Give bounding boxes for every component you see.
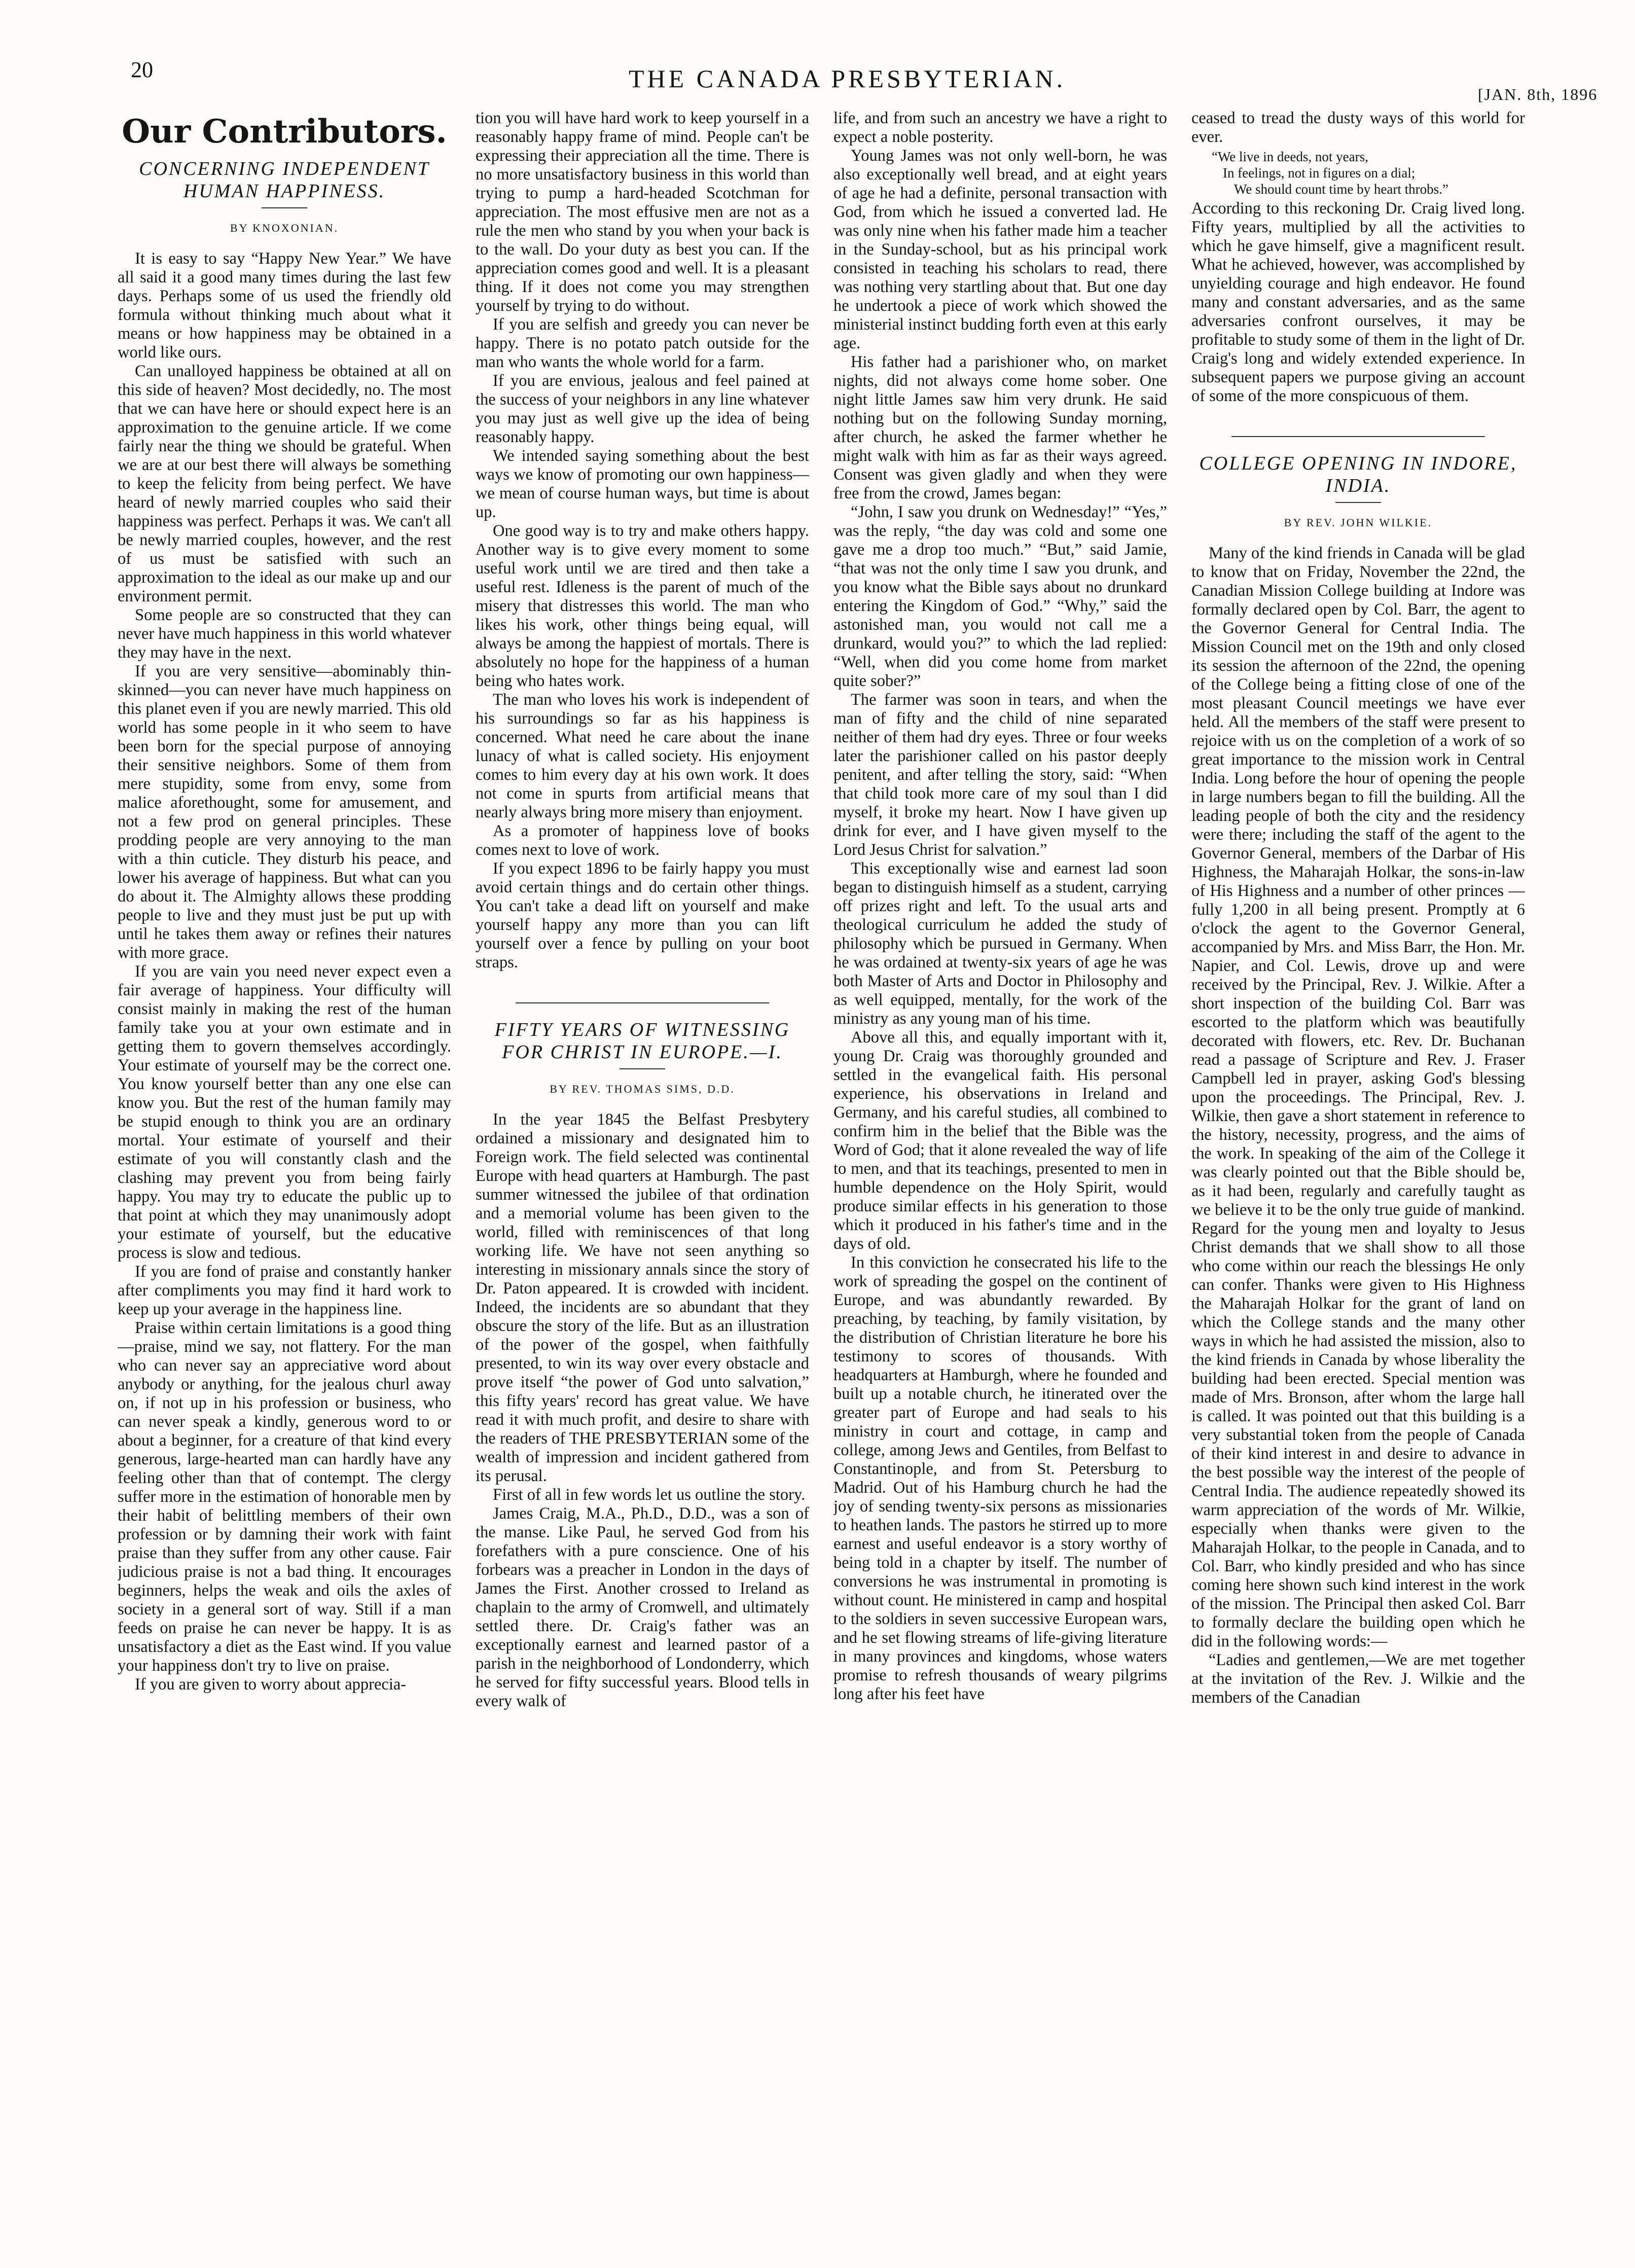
paragraph: Many of the kind friends in Canada will be glad to know that on Friday, November the 22nd, the Canadian Mission College building at Indore was formally declared open by Col. Barr, the agent to the Governor General for Central India. The Mission Council met on the 19th and only closed its session the afternoon of the 22nd, the opening of the College being a fitting close of one of the most pleasant Council meetings we have ever held. All the members of the staff were present to rejoice with us on the completion of a work of so great importance to the mission work in Central India. Long before the hour of opening the people in large numbers began to fill the building. All the leading people of both the city and the residency were there; including the staff of the agent to the Governor General, members of the Darbar of His Highness, the Maharajah Holkar, the sons-in-law of His Highness and a number of other princes —fully 1,200 in all being present. Promptly at 6 o'clock the agent to the Governor General, accompanied by Mrs. and Miss Barr, the Hon. Mr. Napier, and Col. Lewis, drove up and were received by the Principal, Rev. J. Wilkie. After a short inspection of the building Col. Barr was escorted to the platform which was beautifully decorated with flowers, etc. Rev. Dr. Buchanan read a passage of Scripture and Rev. J. Fraser Campbell led in prayer, asking God's blessing upon the proceedings. The Principal, Rev. J. Wilkie, then gave a short statement in reference to the history, necessity, progress, and the aims of the work. In speaking of the aim of the College it was clearly pointed out that the Bible should be, as it had been, regularly and carefully taught as we believe it to be the only true guide of mankind. Regard for the young men and loyalty to Jesus Christ demands that we shall show to all those who come within our reach the blessings He only can confer. Thanks were given to His Highness the Maharajah Holkar for the grant of land on which the College stands and the many other ways in which he had assisted the mission, also to the kind friends in Canada by whose liberality the building had been erected. Special mention was made of Mrs. Bronson, after whom the large hall is called. It was pointed out that this building is a very substantial token from the people of Canada of their kind interest in and desire to advance in the best possible way the interest of the people of Central India. The audience repeatedly showed its warm appreciation of the words of Mr. Wilkie, especially when thanks were given to the Maharajah Holkar, to the people in Canada, and to Col. Barr, who kindly presided and who has since coming here shown such kind interest in the work of the mission. The Principal then asked Col. Barr to formally declare the building open which he did in the following words:— [1191,544,1525,1650]
paragraph: If you are given to worry about apprecia- [135,1675,407,1694]
paragraph: If you are selfish and greedy you can never be happy. There is no potato patch outside for the man who wants the whole world for a farm. [476,315,809,371]
page-number: 20 [131,57,153,82]
divider [620,1068,665,1069]
paragraph: The man who loves his work is independent of his surroundings so far as his happiness is concerned. What need he care about the inane lunacy of what is called society. His enjoyment comes to him every day at his own work. It does not come in spurts from artificial means that nearly always bring more misery than enjoyment. [476,691,809,821]
paragraph: First of all in few words let us outline the story. [493,1486,806,1504]
paragraph: If you are envious, jealous and feel pained at the success of your neighbors in any line whatever you may just as well give up the idea of being reasonably happy. [476,372,809,446]
paragraph: If you expect 1896 to be fairly happy you must avoid certain things and do certain other things. You can't take a dead lift on yourself and make yourself happy any more than you can lift yourself over a fence by pulling on your boot straps. [476,859,809,971]
paragraph: According to this reckoning Dr. Craig lived long. Fifty years, multiplied by all the activities to which he gave himself, give a magnificent result. What he achieved, however, was accomplished by unyielding courage and high endeavor. He found many and constant adversaries, and as the same adversaries confront ourselves, it may be profitable to study some of them in the light of Dr. Craig's long and widely extended experience. In subsequent papers we purpose giving an account of some of the more conspicuous of them. [1191,199,1525,405]
paragraph: As a promoter of happiness love of books comes next to love of work. [476,822,809,859]
article-2-byline: BY REV. THOMAS SIMS, D.D. [550,1083,735,1095]
paragraph: If you are very sensitive—abominably thin-skinned—you can never have much happiness on this planet even if you are newly married. This old world has some people in it who seem to have been born for the special purpose of annoying their sensitive neighbors. Some of them from mere stupidity, some from envy, some from malice aforethought, some for amusement, and not a few prod on general principles. These prodding people are very annoying to the man with a thin cuticle. They disturb his peace, and lower his average of happiness. But what can you do about it. The Almighty allows these prodding people to live and they must just be put up with until he takes them away or refines their natures with more grace. [118,662,451,962]
paragraph: Young James was not only well-born, he was also exceptionally well bread, and at eight years of age he had a definite, personal transaction with God, from which he issued a converted lad. He was only nine when his father made him a teacher in the Sunday-school, but as his principal work consisted in teaching his scholars to read, there was nothing very startling about that. But one day he undertook a piece of work which showed the ministerial instinct budding forth even at this early age. [833,147,1167,352]
paragraph: We intended saying something about the best ways we know of promoting our own happiness—we mean of course human ways, but time is about up. [476,447,809,521]
poem-quote [1212,149,1525,197]
paragraph: Can unalloyed happiness be obtained at all on this side of heaven? Most decidedly, no. The most that we can have here or should expect here is an approximation to the genuine article. If we come fairly near the thing we should be grateful. When we are at our best there will always be something to keep the felicity from being perfect. We have heard of newly married couples who said their happiness was perfect. Perhaps it was. We can't all be newly married couples, however, and the rest of us must be satisfied with such an approximation to the ideal as our make up and our environment permit. [118,362,451,605]
divider [262,207,307,208]
paragraph: tion you will have hard work to keep yourself in a reasonably happy frame of mind. People can't be expressing their appreciation all the time. There is no more unsatisfactory business in this world than trying to pump a hard-headed Scotchman for appreciation. The most effusive men are not as a rule the men who stand by you when your back is to the wall. Do your duty as best you can. If the appreciation comes good and well. It is a pleasant thing. If it does not come you may strengthen yourself by trying to do without. [476,109,809,315]
paragraph: This exceptionally wise and earnest lad soon began to distinguish himself as a student, carrying off prizes right and left. To the usual arts and theological curriculum he added the study of philosophy which be pursued in Germany. When he was ordained at twenty-six years of age he was both Master of Arts and Doctor in Philosophy and as well equipped, mentally, for the work of the ministry as any young man of his time. [833,859,1167,1028]
paragraph: Some people are so constructed that they can never have much happiness in this world whatever they may have in the next. [118,606,451,662]
paper-title: THE CANADA PRESBYTERIAN. [629,64,1066,93]
column-3 [833,109,1167,2234]
paragraph: James Craig, M.A., Ph.D., D.D., was a son of the manse. Like Paul, he served God from his forefathers with a pure conscience. One of his forbears was a preacher in London in the days of James the First. Another crossed to Ireland as chaplain to the army of Cromwell, and ultimately settled there. Dr. Craig's father was an exceptionally earnest and learned pastor of a parish in the neighborhood of Londonderry, which he served for fifty successful years. Blood tells in every walk of [476,1504,809,1710]
paragraph: If you are fond of praise and constantly hanker after compliments you may find it hard work to keep up your average in the happiness line. [118,1263,451,1318]
article-1-title: CONCERNING INDEPENDENT HUMAN HAPPINESS. [139,158,430,202]
poem-line: “We live in deeds, not years, [1212,149,1368,164]
column-4 [1191,109,1525,2234]
column-2 [476,109,809,2234]
section-divider [516,1002,769,1003]
masthead [0,0,1635,106]
paragraph: The farmer was soon in tears, and when the man of fifty and the child of nine separated neither of them had dry eyes. Three or four weeks later the parishioner called on his pastor deeply penitent, and after telling the story, said: “When that child took more care of my soul than I did myself, it broke my heart. Now I have given up drink for ever, and I have given myself to the Lord Jesus Christ for salvation.” [833,691,1167,859]
poem-line: We should count time by heart throbs.” [1234,182,1448,197]
paragraph: ceased to tread the dusty ways of this world for ever. [1191,109,1525,146]
paragraph: “Ladies and gentlemen,—We are met together at the invitation of the Rev. J. Wilkie and the members of the Canadian [1191,1651,1525,1707]
divider [1335,502,1381,503]
article-1-byline: BY KNOXONIAN. [230,222,339,234]
paragraph: life, and from such an ancestry we have a right to expect a noble posterity. [833,109,1167,146]
article-3-title: COLLEGE OPENING IN INDORE, INDIA. [1199,453,1517,496]
issue-date: [JAN. 8th, 1896 [1478,85,1598,103]
paragraph: It is easy to say “Happy New Year.” We have all said it a good many times during the last few days. Perhaps some of us used the friendly old formula without thinking much about what it means or how happiness may be obtained in a world like ours. [118,249,451,362]
paragraph: In this conviction he consecrated his life to the work of spreading the gospel on the continent of Europe, and was abundantly rewarded. By preaching, by teaching, by family visitation, by the distribution of Christian literature he bore his testimony to scores of thousands. With headquarters at Hamburgh, where he founded and built up a notable church, he itinerated over the greater part of Europe and had seals to his ministry in court and cottage, in camp and college, among Jews and Gentiles, from Belfast to Constantinople, and from St. Petersburg to Madrid. Out of his Hamburg church he had the joy of sending twenty-six persons as missionaries to heathen lands. The pastors he stirred up to more earnest and useful endeavor is a story worthy of being told in a chapter by itself. The number of conversions he was instrumental in promoting is without count. He ministered in camp and hospital to the soldiers in seven successive European wars, and he set flowing streams of life-giving literature in many provinces and kingdoms, whose waters promise to refresh thousands of weary pilgrims long after his feet have [833,1253,1167,1703]
department-heading: Our Contributors. [122,113,447,151]
paragraph: If you are vain you need never expect even a fair average of happiness. Your difficulty will consist mainly in making the rest of the human family take you at your own estimate and in getting them to govern themselves accordingly. Your estimate of yourself may be the correct one. You know yourself better than any one else can know you. But the rest of the human family may be stupid enough to think you are an ordinary mortal. Your estimate of yourself and their estimate of you will constantly clash and the clashing may prevent you from being fairly happy. You may try to educate the public up to that point at which they may unanimously adopt your estimate of yourself, but the educative process is slow and tedious. [118,962,451,1262]
paragraph: One good way is to try and make others happy. Another way is to give every moment to some useful work until we are tired and then take a useful rest. Idleness is the parent of much of the misery that distresses this world. The man who likes his work, other things being equal, will always be among the happiest of mortals. There is absolutely no hope for the happiness of a human being who hates work. [476,522,809,690]
article-3-byline: BY REV. JOHN WILKIE. [1284,516,1433,529]
paragraph: His father had a parishioner who, on market nights, did not always come home sober. One night little James saw him very drunk. He said nothing but on the following Sunday morning, after church, he asked the farmer whether he might walk with him as far as their ways agreed. Consent was given gladly and when they were free from the crowd, James began: [833,353,1167,502]
poem-line: In feelings, not in figures on a dial; [1223,165,1415,181]
column-1 [118,109,451,2234]
paragraph: “John, I saw you drunk on Wednesday!” “Yes,” was the reply, “the day was cold and some one gave me a drop too much.” “But,” said Jamie, “that was not the only time I saw you drunk, and you know what the Bible says about no drunkard entering the Kingdom of God.” “Why,” said the astonished man, you would not call me a drunkard, would you?” to which the lad replied: “Well, when did you come home from market quite sober?” [833,503,1167,690]
paragraph: In the year 1845 the Belfast Presbytery ordained a missionary and designated him to Foreign work. The field selected was continental Europe with head quarters at Hamburgh. The past summer witnessed the jubilee of that ordination and a memorial volume has been given to the world, filled with reminiscences of that long working life. We have not seen anything so interesting in missionary annals since the story of Dr. Paton appeared. It is crowded with incident. Indeed, the incidents are so abundant that they obscure the story of the life. But as an illustration of the power of the gospel, when faithfully presented, to win its way over every obstacle and prove itself “the power of God unto salvation,” this fifty years' record has great value. We have read it with much profit, and desire to share with the readers of THE PRESBYTERIAN some of the wealth of impression and incident gathered from its perusal. [476,1110,809,1485]
section-divider [1231,436,1485,437]
paragraph: Praise within certain limitations is a good thing—praise, mind we say, not flattery. For the man who can never say an appreciative word about anybody or anything, for the jealous churl away on, if not up in his profession or business, who can never speak a kindly, generous word to or about a beginner, for a creature of that kind every generous, large-hearted man can hardly have any feeling other than that of contempt. The clergy suffer more in the estimation of honorable men by their habit of belittling members of their own profession or by damning their work with faint praise than they suffer from any other cause. Fair judicious praise is not a bad thing. It encourages beginners, helps the weak and oils the axles of society in a general sort of way. Still if a man feeds on praise he can never be happy. It is as unsatisfactory a diet as the East wind. If you value your happiness don't try to live on praise. [118,1319,451,1675]
paragraph: Above all this, and equally important with it, young Dr. Craig was thoroughly grounded and settled in the evangelical faith. His personal experience, his observations in Ireland and Germany, and his careful studies, all combined to confirm him in the belief that the Bible was the Word of God; that it alone revealed the way of life to men, and that its teachings, presented to men in humble dependence on the Holy Spirit, would produce similar effects in his generation to those which it produced in his father's time and in the days of old. [833,1028,1167,1253]
article-2-title: FIFTY YEARS OF WITNESSING FOR CHRIST IN EUROPE.—I. [494,1019,790,1063]
